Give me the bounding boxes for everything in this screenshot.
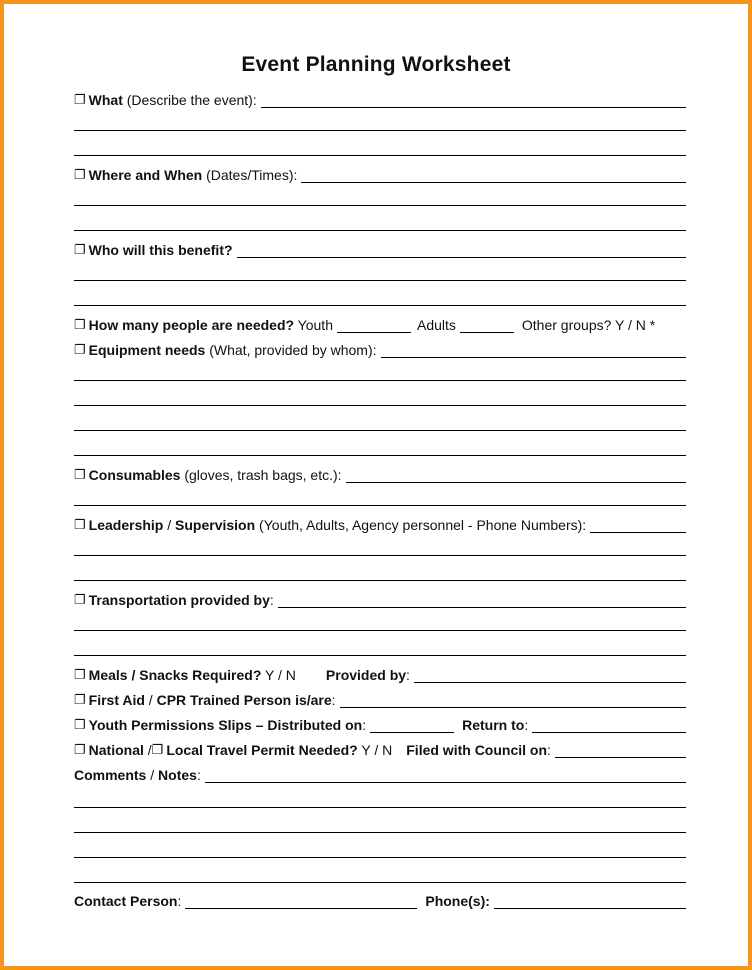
consumables-line-1[interactable] bbox=[74, 505, 686, 506]
comments-label: Comments bbox=[74, 767, 147, 783]
leadership-line-1[interactable] bbox=[74, 555, 686, 556]
leadership-hint: (Youth, Adults, Agency personnel - Phone Numbers): bbox=[255, 517, 587, 533]
contact-row bbox=[74, 889, 686, 909]
checkbox-icon[interactable]: ❐ bbox=[74, 467, 86, 482]
transportation-field[interactable] bbox=[278, 592, 686, 608]
other-groups-label: Other groups? Y / N * bbox=[521, 317, 656, 333]
contact-label: Contact Person bbox=[74, 893, 178, 909]
colon: : bbox=[269, 592, 274, 608]
meals-yn: Y / N bbox=[261, 667, 296, 683]
benefit-field[interactable] bbox=[237, 242, 686, 258]
what-line-1[interactable] bbox=[74, 130, 686, 131]
leadership-field[interactable] bbox=[590, 517, 686, 533]
meals-label: Meals / Snacks Required? bbox=[88, 667, 262, 683]
filed-label: Filed with Council on bbox=[406, 742, 548, 758]
checkbox-icon[interactable]: ❐ bbox=[74, 592, 86, 607]
people-label: How many people are needed? bbox=[88, 317, 295, 333]
permissions-row bbox=[74, 713, 686, 733]
return-to-field[interactable] bbox=[532, 717, 686, 733]
checkbox-icon[interactable]: ❐ bbox=[74, 342, 86, 357]
checkbox-icon[interactable]: ❐ bbox=[74, 517, 86, 532]
people-adults-label: Adults bbox=[416, 317, 456, 333]
where-when-row bbox=[74, 163, 686, 183]
checkbox-icon[interactable]: ❐ bbox=[74, 692, 86, 707]
checkbox-icon[interactable]: ❐ bbox=[74, 667, 86, 682]
where-when-field[interactable] bbox=[301, 167, 686, 183]
transportation-row bbox=[74, 588, 686, 608]
equipment-row bbox=[74, 338, 686, 358]
meals-row bbox=[74, 663, 686, 683]
checkbox-icon[interactable]: ❐ bbox=[74, 92, 86, 107]
where-when-hint: (Dates/Times): bbox=[202, 167, 298, 183]
cpr-label: CPR Trained Person is/are bbox=[156, 692, 332, 708]
benefit-line-1[interactable] bbox=[74, 280, 686, 281]
supervision-label: Supervision bbox=[175, 517, 256, 533]
leadership-row bbox=[74, 513, 686, 533]
first-aid-label: First Aid bbox=[88, 692, 145, 708]
benefit-line-2[interactable] bbox=[74, 305, 686, 306]
people-youth-label: Youth bbox=[294, 317, 333, 333]
consumables-label: Consumables bbox=[88, 467, 181, 483]
what-label: What bbox=[88, 92, 123, 108]
return-to-label: Return to bbox=[462, 717, 525, 733]
contact-person-field[interactable] bbox=[185, 893, 417, 909]
equipment-hint: (What, provided by whom): bbox=[205, 342, 377, 358]
travel-row bbox=[74, 738, 686, 758]
equipment-line-4[interactable] bbox=[74, 455, 686, 456]
permissions-label: Youth Permissions Slips – Distributed on bbox=[88, 717, 363, 733]
checkbox-icon[interactable]: ❐ bbox=[74, 742, 86, 757]
national-label: National bbox=[88, 742, 144, 758]
separator: / bbox=[163, 517, 176, 533]
equipment-label: Equipment needs bbox=[88, 342, 206, 358]
equipment-line-2[interactable] bbox=[74, 405, 686, 406]
colon: : bbox=[406, 667, 410, 683]
comments-line-2[interactable] bbox=[74, 832, 686, 833]
comments-line-1[interactable] bbox=[74, 807, 686, 808]
checkbox-icon[interactable]: ❐ bbox=[151, 742, 164, 757]
colon: : bbox=[331, 692, 336, 708]
checkbox-icon[interactable]: ❐ bbox=[74, 717, 86, 732]
equipment-line-1[interactable] bbox=[74, 380, 686, 381]
consumables-row bbox=[74, 463, 686, 483]
comments-row bbox=[74, 763, 686, 783]
comments-field[interactable] bbox=[205, 767, 686, 783]
youth-count-field[interactable] bbox=[337, 317, 411, 333]
separator: / bbox=[144, 692, 157, 708]
leadership-label: Leadership bbox=[88, 517, 164, 533]
colon: : bbox=[196, 767, 201, 783]
separator: / bbox=[146, 767, 159, 783]
local-travel-label: Local Travel Permit Needed? bbox=[166, 742, 358, 758]
leadership-line-2[interactable] bbox=[74, 580, 686, 581]
provided-by-label: Provided by bbox=[325, 667, 407, 683]
meals-provided-field[interactable] bbox=[414, 667, 686, 683]
transportation-line-2[interactable] bbox=[74, 655, 686, 656]
transportation-line-1[interactable] bbox=[74, 630, 686, 631]
equipment-line-3[interactable] bbox=[74, 430, 686, 431]
consumables-field[interactable] bbox=[346, 467, 686, 483]
what-line-2[interactable] bbox=[74, 155, 686, 156]
page-title: Event Planning Worksheet bbox=[241, 53, 511, 76]
benefit-label: Who will this benefit? bbox=[88, 242, 233, 258]
phone-label: Phone(s): bbox=[425, 893, 490, 909]
what-hint: (Describe the event): bbox=[122, 92, 257, 108]
first-aid-field[interactable] bbox=[340, 692, 686, 708]
checkbox-icon[interactable]: ❐ bbox=[74, 242, 86, 257]
travel-yn: Y / N bbox=[357, 742, 393, 758]
checkbox-icon[interactable]: ❐ bbox=[74, 317, 86, 332]
comments-line-4[interactable] bbox=[74, 882, 686, 883]
notes-label: Notes bbox=[158, 767, 197, 783]
comments-line-3[interactable] bbox=[74, 857, 686, 858]
distributed-on-field[interactable] bbox=[370, 717, 454, 733]
colon: : bbox=[177, 893, 182, 909]
where-when-label: Where and When bbox=[88, 167, 203, 183]
checkbox-icon[interactable]: ❐ bbox=[74, 167, 86, 182]
first-aid-row bbox=[74, 688, 686, 708]
equipment-field[interactable] bbox=[381, 342, 686, 358]
what-row bbox=[74, 88, 686, 108]
filed-on-field[interactable] bbox=[555, 742, 686, 758]
separator: / bbox=[143, 742, 152, 758]
transportation-label: Transportation provided by bbox=[88, 592, 270, 608]
where-when-line-1[interactable] bbox=[74, 205, 686, 206]
colon: : bbox=[362, 717, 367, 733]
consumables-hint: (gloves, trash bags, etc.): bbox=[180, 467, 342, 483]
colon: : bbox=[547, 742, 551, 758]
phone-field[interactable] bbox=[494, 893, 686, 909]
adults-count-field[interactable] bbox=[460, 317, 514, 333]
people-row bbox=[74, 313, 686, 333]
what-field[interactable] bbox=[261, 92, 686, 108]
colon: : bbox=[524, 717, 529, 733]
where-when-line-2[interactable] bbox=[74, 230, 686, 231]
benefit-row bbox=[74, 238, 686, 258]
